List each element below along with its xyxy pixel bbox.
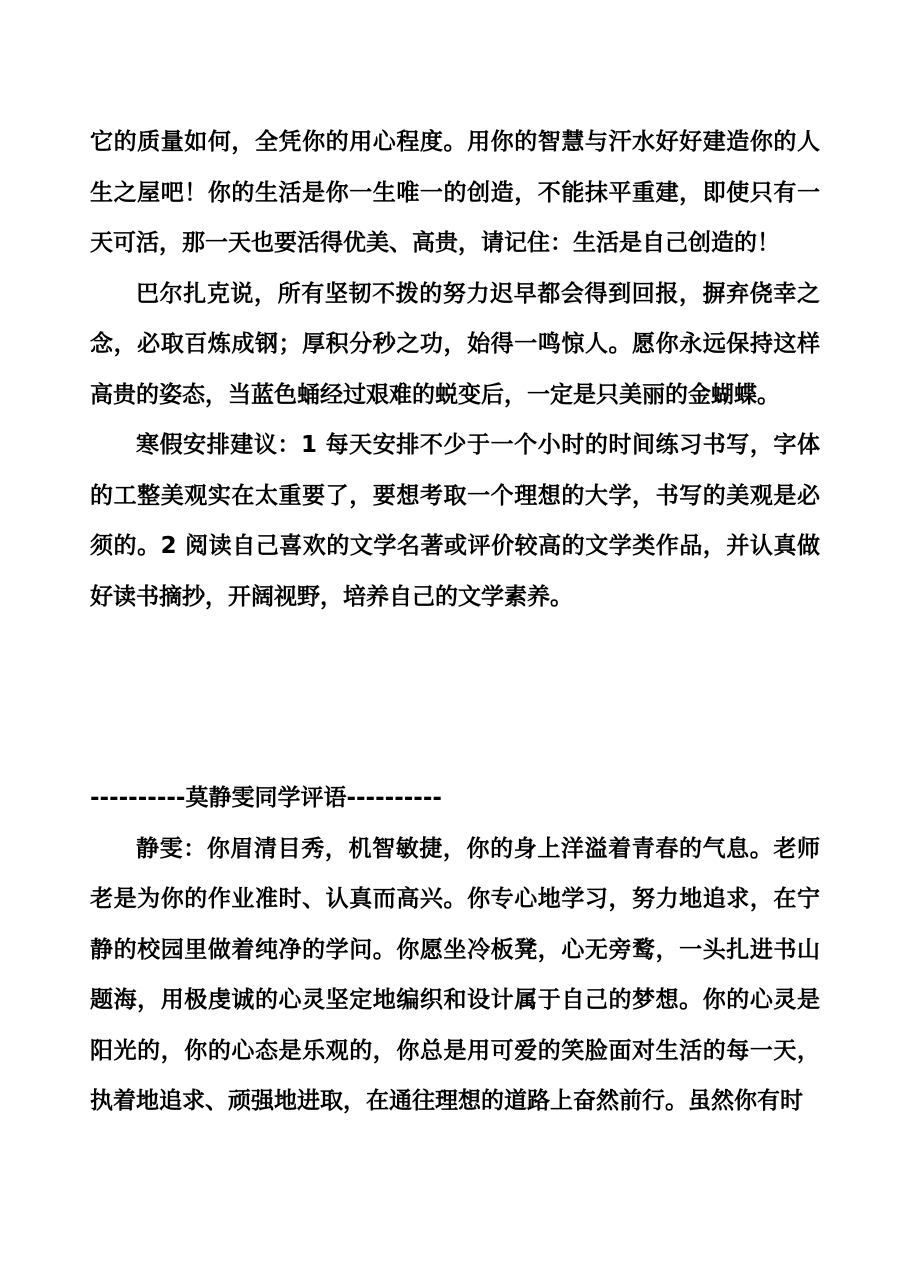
- paragraph-life-quality: 它的质量如何，全凭你的用心程度。用你的智慧与汗水好好建造你的人生之屋吧！你的生活是你一生唯一的创造，不能抹平重建，即使只有一天可活，那一天也要活得优美、高贵，请记住：生活是自己创造的！: [90, 129, 820, 256]
- paragraph-balzac-quote: 巴尔扎克说，所有坚韧不拨的努力迟早都会得到回报，摒弃侥幸之念，必取百炼成钢；厚积分秒之功，始得一鸣惊人。愿你永远保持这样高贵的姿态，当蓝色蛹经过艰难的蜕变后，一定是只美丽的金蝴蝶。: [90, 280, 820, 408]
- paragraph-student-evaluation: 静雯：你眉清目秀，机智敏捷，你的身上洋溢着青春的气息。老师老是为你的作业准时、认真而高兴。你专心地学习，努力地追求，在宁静的校园里做着纯净的学问。你愿坐冷板凳，心无旁鹜，一头扎进书山题海，用极虔诚的心灵坚定地编织和设计属于自己的梦想。你的心灵是阳光的，你的心态是乐观的，你总是用可爱的笑脸面对生活的每一天，执着地追求、顽强地进取，在通往理想的道路上奋然前行。虽然你有时: [90, 835, 820, 1114]
- paragraph-winter-vacation-advice: 寒假安排建议：1 每天安排不少于一个小时的时间练习书写，字体的工整美观实在太重要了，要想考取一个理想的大学，书写的美观是必须的。2 阅读自己喜欢的文学名著或评价较高的文学类作品，并认真做好读书摘抄，开阔视野，培养自己的文学素养。: [90, 432, 820, 610]
- document-body: [90, 117, 820, 1127]
- student-comment-heading: ----------莫静雯同学评语----------: [90, 785, 442, 811]
